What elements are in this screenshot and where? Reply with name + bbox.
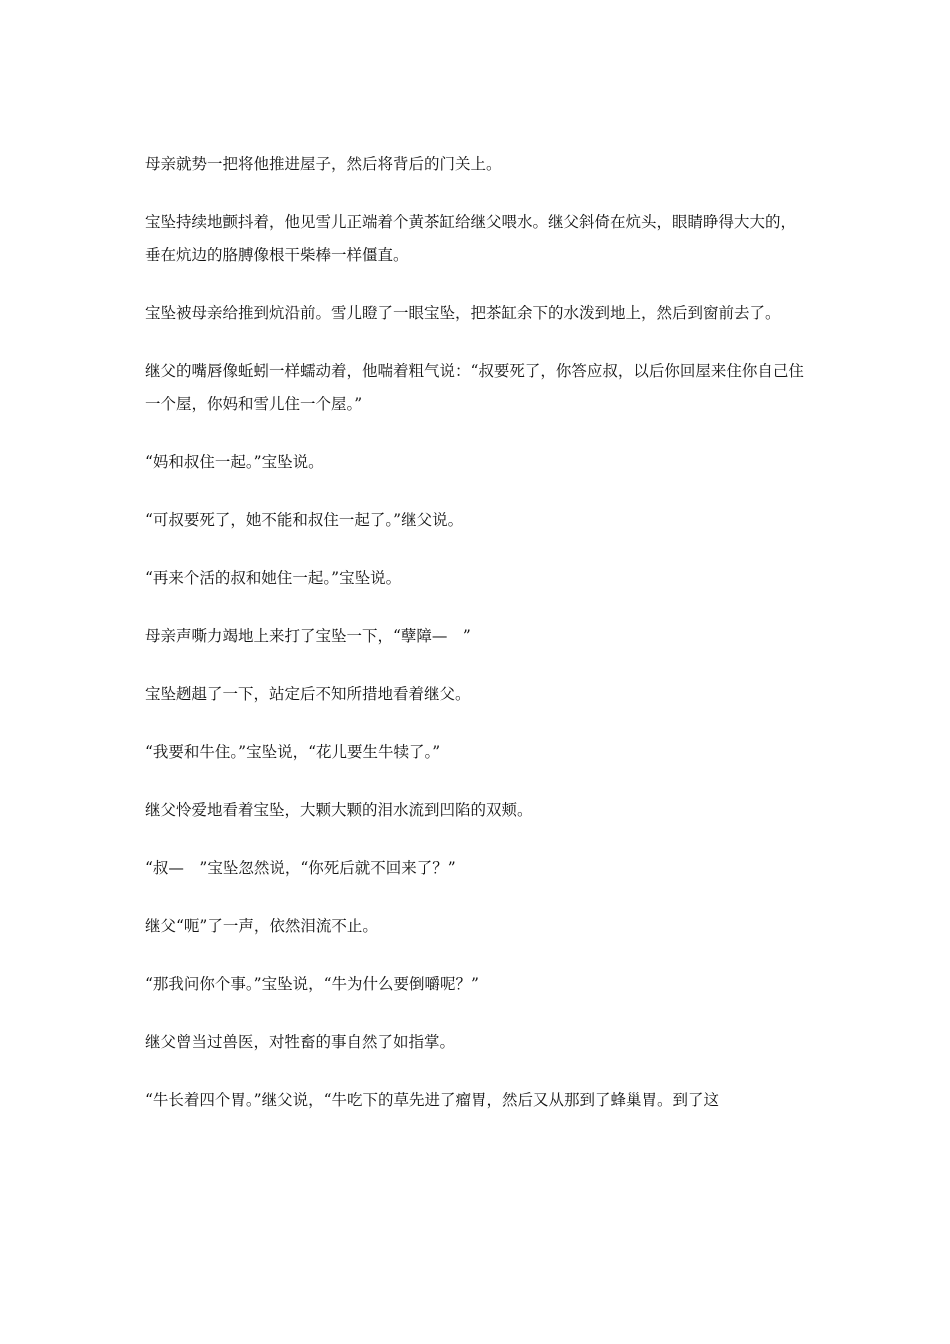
paragraph-8: 母亲声嘶力竭地上来打了宝坠一下，“孽障— ”: [145, 627, 471, 645]
paragraph-3: 宝坠被母亲给推到炕沿前。雪儿瞪了一眼宝坠，把茶缸余下的水泼到地上，然后到窗前去了。: [145, 304, 781, 322]
paragraph-5: “妈和叔住一起。”宝坠说。: [145, 453, 324, 471]
paragraph-7: “再来个活的叔和她住一起。”宝坠说。: [145, 569, 402, 587]
paragraph-9: 宝坠趔趄了一下，站定后不知所措地看着继父。: [145, 685, 471, 703]
paragraph-4: 继父的嘴唇像蚯蚓一样蠕动着，他喘着粗气说：“叔要死了，你答应叔，以后你回屋来住你自己住一个屋，你妈和雪儿住一个屋。”: [145, 362, 804, 413]
story-text: [145, 148, 810, 1142]
paragraph-2: 宝坠持续地颤抖着，他见雪儿正端着个黄茶缸给继父喂水。继父斜倚在炕头，眼睛睁得大大的，垂在炕边的胳膊像根干柴棒一样僵直。: [145, 213, 797, 264]
paragraph-12: “叔— ”宝坠忽然说，“你死后就不回来了？”: [145, 859, 456, 877]
paragraph-13: 继父“呃”了一声，依然泪流不止。: [145, 917, 378, 935]
paragraph-14: “那我问你个事。”宝坠说，“牛为什么要倒嚼呢？”: [145, 975, 479, 993]
paragraph-16: “牛长着四个胃。”继父说，“牛吃下的草先进了瘤胃，然后又从那到了蜂巢胃。到了这: [145, 1091, 720, 1109]
paragraph-6: “可叔要死了，她不能和叔住一起了。”继父说。: [145, 511, 464, 529]
paragraph-11: 继父怜爱地看着宝坠，大颗大颗的泪水流到凹陷的双颊。: [145, 801, 533, 819]
paragraph-15: 继父曾当过兽医，对牲畜的事自然了如指掌。: [145, 1033, 456, 1051]
paragraph-10: “我要和牛住。”宝坠说，“花儿要生牛犊了。”: [145, 743, 441, 761]
paragraph-1: 母亲就势一把将他推进屋子，然后将背后的门关上。: [145, 155, 502, 173]
